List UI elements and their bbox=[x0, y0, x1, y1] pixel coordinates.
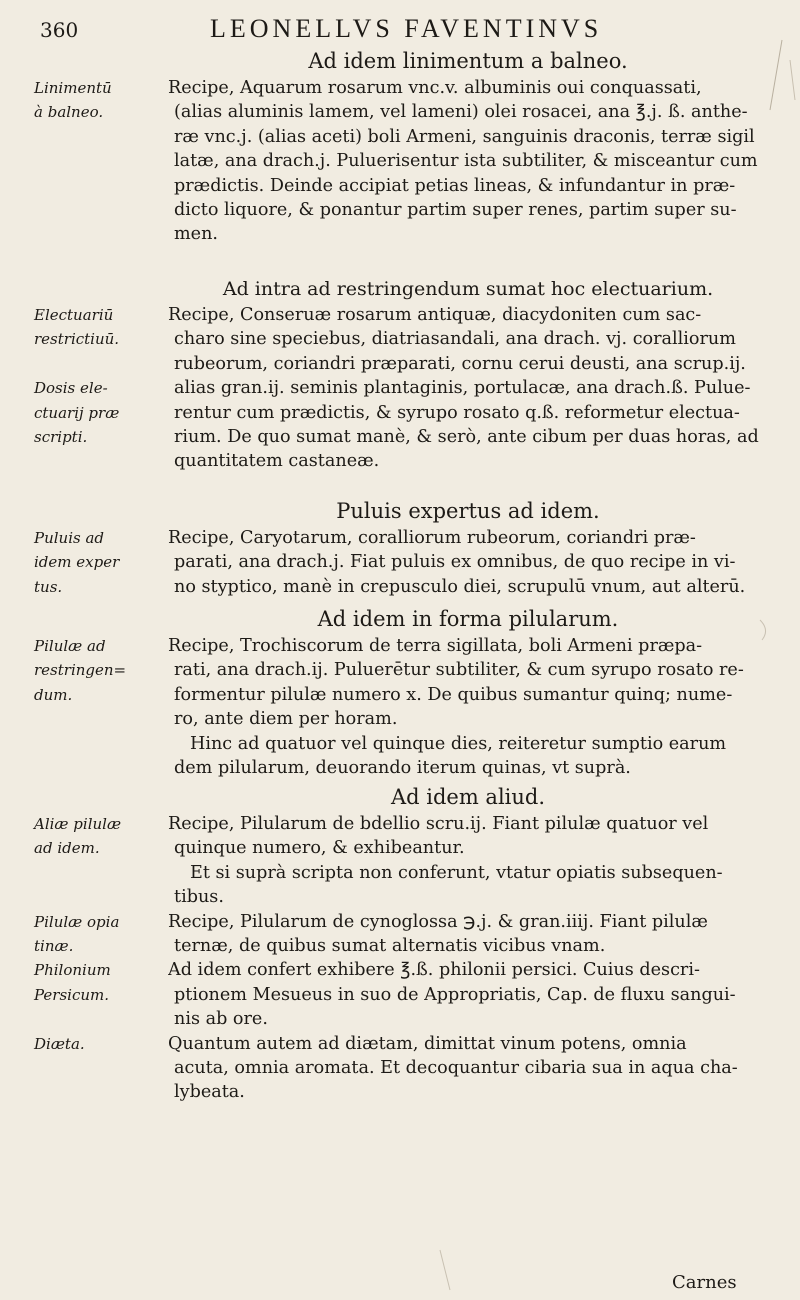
text-line: no styptico, manè in crepusculo diei, scrupulū vnum, aut alterū. bbox=[174, 576, 746, 597]
text-line: parati, ana drach.j. Fiat puluis ex omnibus, de quo recipe in vi- bbox=[174, 552, 736, 573]
margin-line bbox=[34, 861, 164, 885]
section-heading: Ad intra ad restringendum sumat hoc electuarium. bbox=[222, 278, 714, 300]
margin-line: Pilulæ ad bbox=[34, 637, 106, 655]
margin-line: Linimentū bbox=[34, 79, 112, 97]
page-number: 360 bbox=[40, 18, 79, 42]
text-line: quantitatem castaneæ. bbox=[174, 451, 380, 472]
margin-line: tinæ. bbox=[34, 936, 74, 955]
section-heading: Ad idem linimentum a balneo. bbox=[308, 49, 628, 73]
text-line: Recipe, Conseruæ rosarum antiquæ, diacydoniten cum sac- bbox=[168, 305, 702, 325]
text-line: latæ, ana drach.j. Puluerisentur ista subtiliter, & misceantur cum bbox=[174, 151, 758, 172]
text-line: rium. De quo sumat manè, & serò, ante cibum per duas horas, ad bbox=[174, 426, 759, 447]
margin-line: Electuariū bbox=[34, 306, 114, 324]
text-line: alias gran.ij. seminis plantaginis, portulacæ, ana drach.ß. Pulue- bbox=[174, 378, 751, 399]
margin-line: Diæta. bbox=[34, 1034, 85, 1053]
margin-line: Pilulæ opia bbox=[34, 912, 120, 931]
running-title: LEONELLVS FAVENTINVS bbox=[210, 14, 603, 43]
margin-line: Dosis ele- bbox=[34, 379, 108, 398]
text-line: Recipe, Aquarum rosarum vnc.v. albuminis oui conquassati, bbox=[168, 78, 702, 98]
margin-line: idem exper bbox=[34, 553, 120, 572]
text-line: Quantum autem ad diætam, dimittat vinum potens, omnia bbox=[168, 1033, 687, 1054]
margin-line bbox=[34, 1007, 164, 1031]
paragraph bbox=[168, 303, 768, 474]
margin-note bbox=[34, 526, 164, 599]
paragraph bbox=[168, 76, 768, 247]
margin-line: Philonium bbox=[34, 961, 111, 980]
margin-line: ad idem. bbox=[34, 839, 100, 858]
text-line: dem pilularum, deuorando iterum quinas, vt suprà. bbox=[174, 757, 631, 778]
margin-line: ctuarij præ bbox=[34, 403, 120, 422]
section-heading: Puluis expertus ad idem. bbox=[336, 499, 600, 523]
margin-line: restrictiuū. bbox=[34, 330, 120, 349]
text-line: (alias aluminis lamem, vel lameni) olei rosacei, ana ℥.j. ß. anthe- bbox=[174, 102, 748, 123]
paragraph bbox=[168, 526, 768, 599]
text-line: ræ vnc.j. (alias aceti) boli Armeni, sanguinis draconis, terræ sigil bbox=[174, 126, 755, 147]
text-line: men. bbox=[174, 224, 219, 245]
paragraph bbox=[168, 634, 768, 780]
text-line: rentur cum prædictis, & syrupo rosato q.ß. reformetur electua- bbox=[174, 402, 740, 423]
text-line: Recipe, Caryotarum, coralliorum rubeorum, coriandri præ- bbox=[168, 528, 696, 548]
paragraph bbox=[168, 812, 768, 1105]
text-line: Hinc ad quatuor vel quinque dies, reiteretur sumptio earum bbox=[190, 733, 727, 754]
section-heading: Ad idem in forma pilularum. bbox=[317, 607, 619, 631]
text-line: lybeata. bbox=[174, 1082, 245, 1103]
text-line: nis ab ore. bbox=[174, 1009, 268, 1030]
text-line: ptionem Mesueus in suo de Appropriatis, Cap. de fluxu sangui- bbox=[174, 984, 736, 1005]
margin-note bbox=[34, 812, 164, 1056]
margin-note bbox=[34, 303, 164, 449]
text-line: quinque numero, & exhibeantur. bbox=[174, 838, 465, 859]
text-line: Recipe, Trochiscorum de terra sigillata, boli Armeni præpa- bbox=[168, 636, 703, 656]
text-line: formentur pilulæ numero x. De quibus sumantur quinq; nume- bbox=[174, 684, 733, 705]
section-heading: Ad idem aliud. bbox=[390, 785, 546, 809]
margin-line: dum. bbox=[34, 685, 73, 704]
text-line: ro, ante diem per horam. bbox=[174, 709, 398, 730]
text-line: Et si suprà scripta non conferunt, vtatur opiatis subsequen- bbox=[190, 862, 723, 883]
running-head bbox=[40, 14, 764, 48]
margin-line: scripti. bbox=[34, 427, 88, 446]
text-line: prædictis. Deinde accipiat petias lineas, & infundantur in præ- bbox=[174, 175, 736, 196]
text-line: Recipe, Pilularum de bdellio scru.ij. Fiant pilulæ quatuor vel bbox=[168, 814, 709, 834]
margin-line: tus. bbox=[34, 577, 63, 596]
text-line: rubeorum, coriandri præparati, cornu cerui deusti, ana scrup.ij. bbox=[174, 353, 746, 374]
text-line: Recipe, Pilularum de cynoglossa ℈.j. & gran.iiij. Fiant pilulæ bbox=[168, 911, 708, 932]
catchword: Carnes bbox=[672, 1272, 737, 1293]
text-line: dicto liquore, & ponantur partim super renes, partim super su- bbox=[174, 199, 737, 220]
margin-note bbox=[34, 634, 164, 707]
text-line: Ad idem confert exhibere ℥.ß. philonii persici. Cuius descri- bbox=[168, 960, 700, 981]
margin-line bbox=[34, 352, 164, 376]
margin-line: Puluis ad bbox=[34, 529, 105, 547]
text-line: acuta, omnia aromata. Et decoquantur cibaria sua in aqua cha- bbox=[174, 1057, 738, 1078]
text-line: ternæ, de quibus sumat alternatis vicibus vnam. bbox=[174, 935, 606, 956]
text-line: rati, ana drach.ij. Puluerētur subtiliter, & cum syrupo rosato re- bbox=[174, 660, 744, 681]
margin-note bbox=[34, 76, 164, 125]
margin-line bbox=[34, 885, 164, 909]
text-line: tibus. bbox=[174, 887, 224, 908]
margin-line: Persicum. bbox=[34, 985, 110, 1004]
margin-line: à balneo. bbox=[34, 103, 104, 122]
margin-line: Aliæ pilulæ bbox=[34, 815, 122, 833]
text-line: charo sine speciebus, diatriasandali, ana drach. vj. coralliorum bbox=[174, 329, 736, 350]
margin-line: restringen= bbox=[34, 661, 127, 680]
